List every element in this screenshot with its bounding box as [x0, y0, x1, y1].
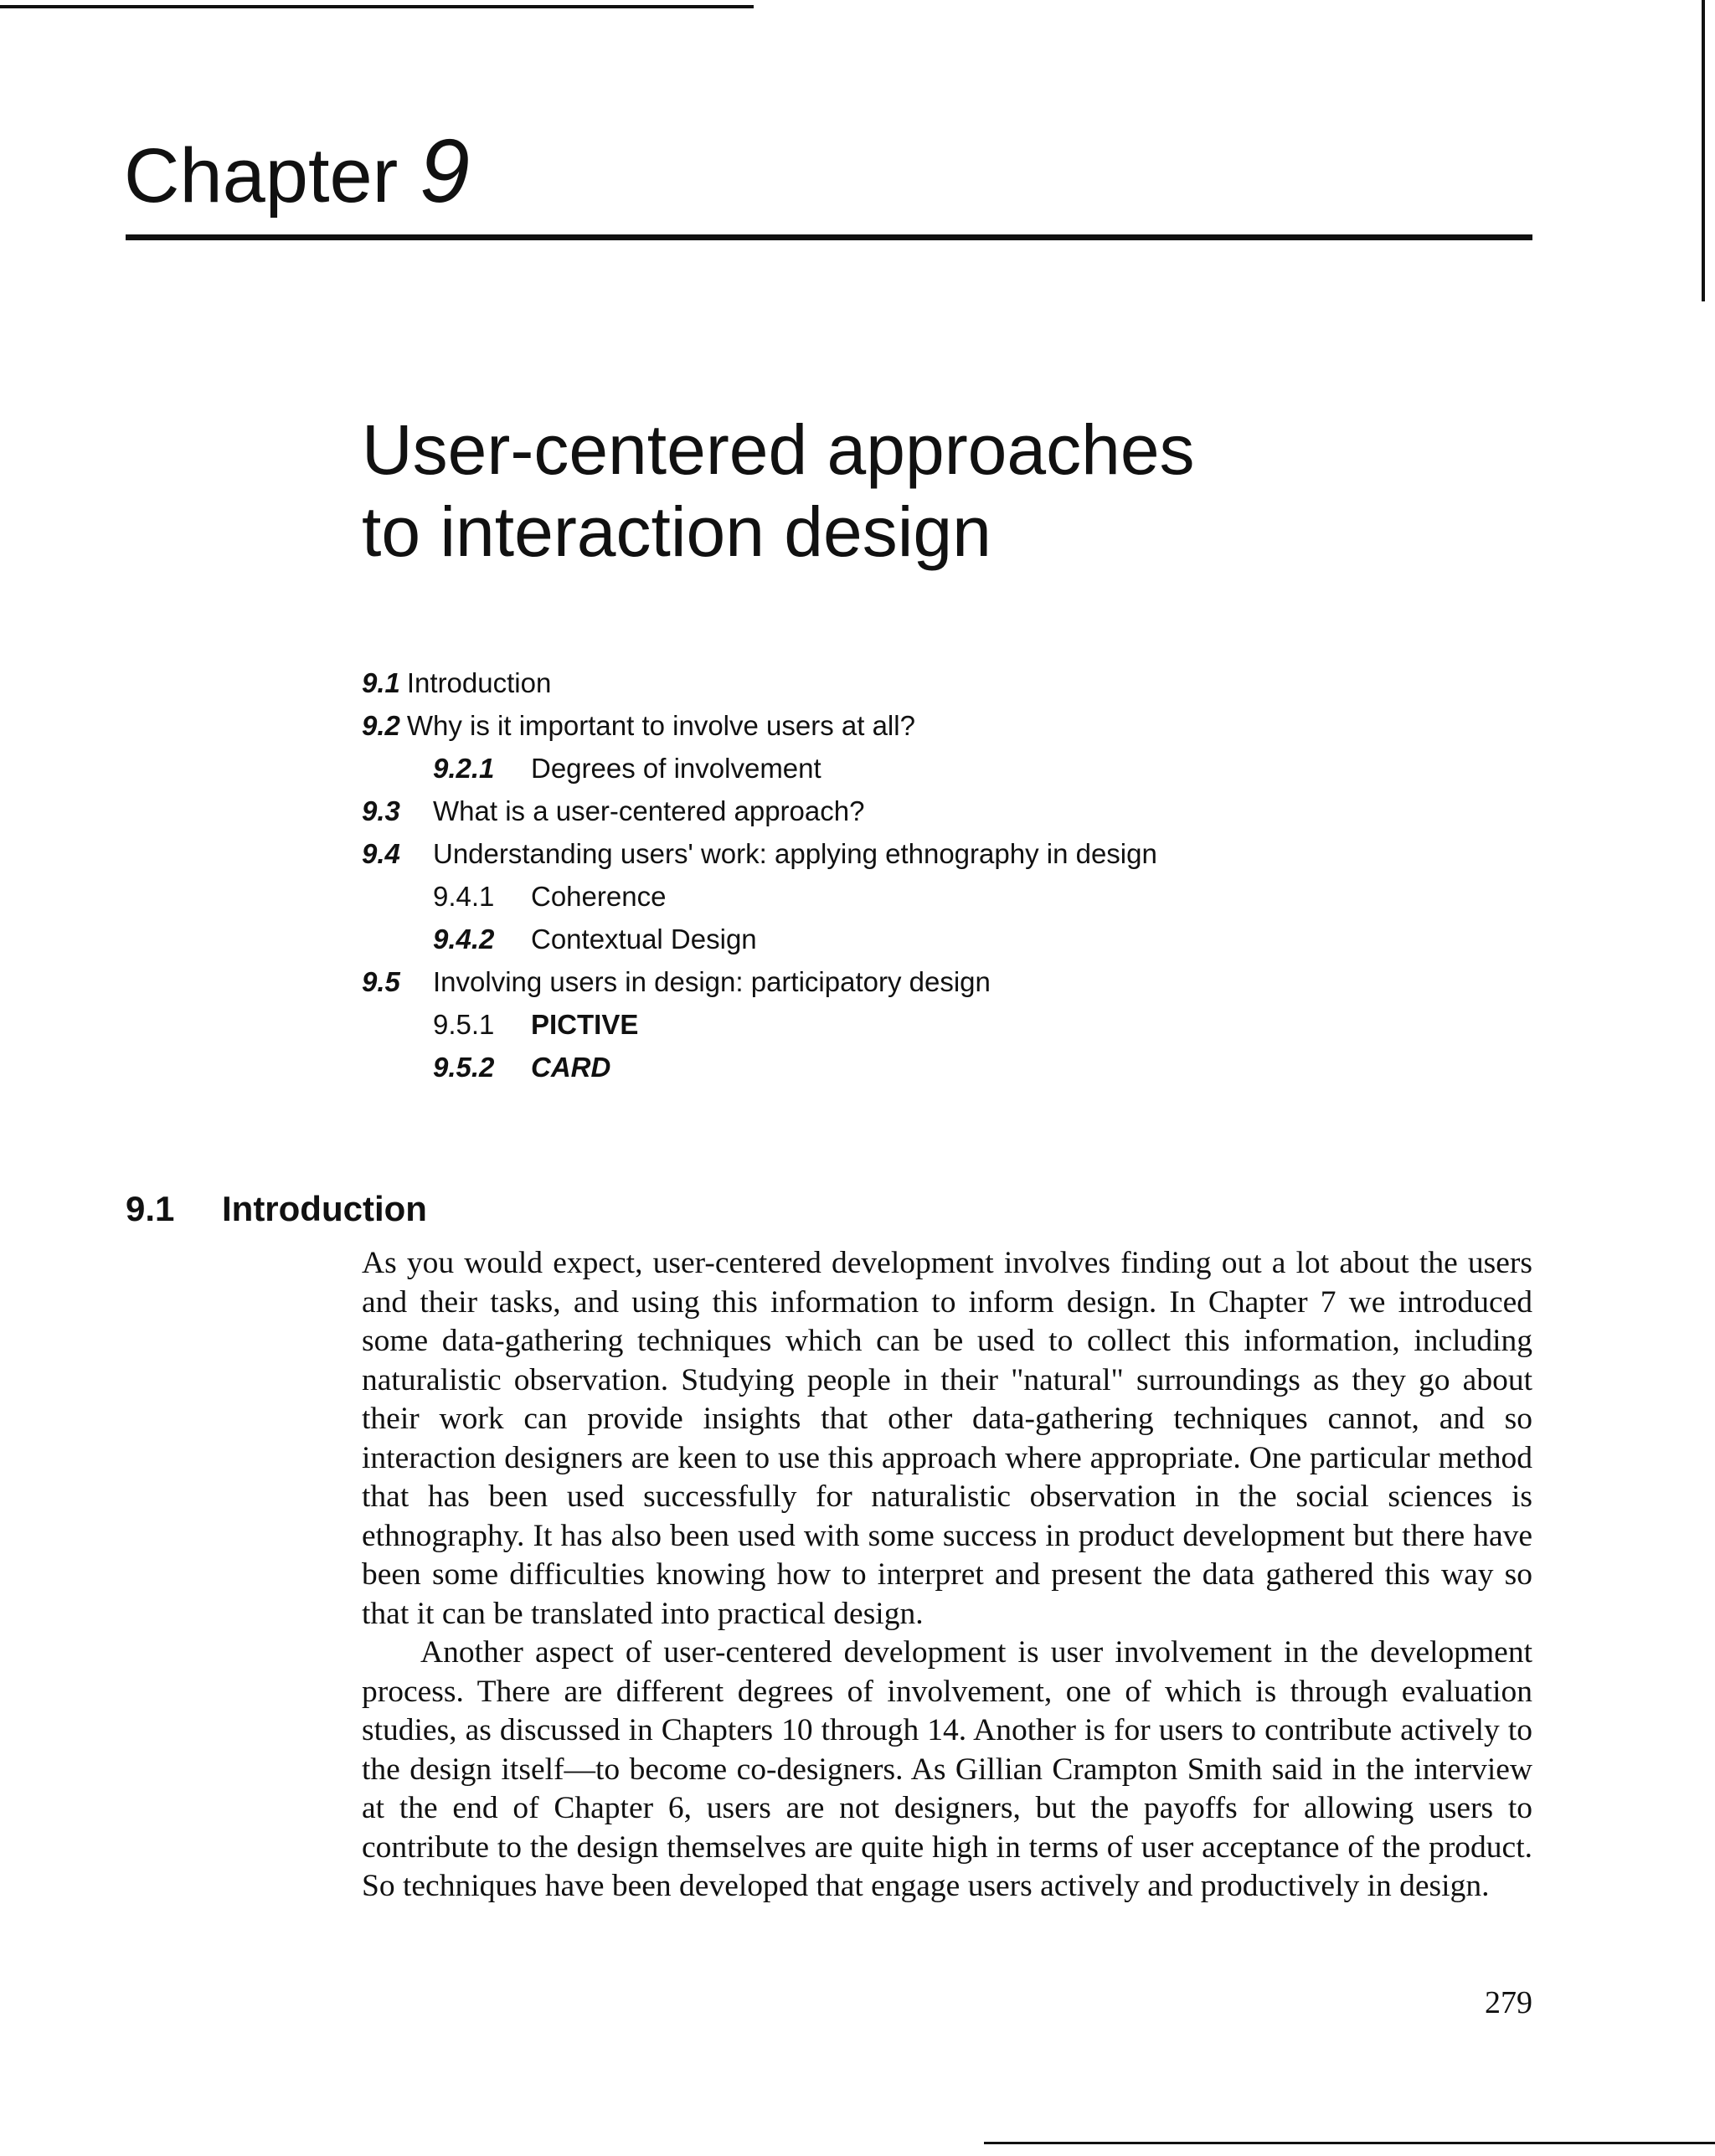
- toc-label: Coherence: [531, 881, 667, 912]
- page-number: 279: [1485, 1985, 1532, 2020]
- toc-label: Degrees of involvement: [531, 753, 821, 784]
- toc-item-9-4-1[interactable]: [362, 875, 1157, 918]
- toc-item-9-2[interactable]: [362, 704, 1157, 747]
- toc-item-9-2-1[interactable]: [362, 747, 1157, 790]
- toc-label: Introduction: [406, 667, 552, 698]
- toc-item-9-4-2[interactable]: [362, 918, 1157, 960]
- paragraph: As you would expect, user-centered development involves finding out a lot about the users and their tasks, and using this information to inform design. In Chapter 7 we introduced some data-gathering techniques which can be used to collect this information, including naturalistic observation. Studying people in their "natural" surroundings as they go about their work can provide insights that other data-gathering techniques cannot, and so interaction designers are keen to use this approach where appropriate. One particular method that has been used successfully for naturalistic observation in the social sciences is ethnography. It has also been used with some success in product development but there have been some difficulties knowing how to interpret and present the data gathered this way so that it can be translated into practical design.: [362, 1246, 1532, 1631]
- toc-item-9-5-2[interactable]: [362, 1046, 1157, 1088]
- table-of-contents: [362, 661, 1157, 1088]
- right-edge-rule: [1702, 0, 1705, 301]
- body-text: [362, 1244, 1532, 1906]
- toc-item-9-4[interactable]: [362, 832, 1157, 875]
- chapter-number: 9: [419, 120, 470, 221]
- toc-label: Why is it important to involve users at all?: [406, 710, 915, 741]
- toc-label: Understanding users' work: applying ethnography in design: [433, 838, 1157, 869]
- toc-number: 9.4: [362, 838, 400, 869]
- toc-number: 9.1: [362, 667, 400, 698]
- toc-number: 9.5: [362, 966, 400, 997]
- toc-number: 9.4.2: [433, 924, 495, 955]
- toc-number: 9.5.2: [433, 1052, 495, 1083]
- toc-item-9-5-1[interactable]: [362, 1003, 1157, 1046]
- top-rule: [0, 5, 754, 8]
- bottom-rule: [984, 2142, 1715, 2144]
- toc-number: 9.2.1: [433, 753, 495, 784]
- toc-number: 9.2: [362, 710, 400, 741]
- toc-item-9-3[interactable]: [362, 790, 1157, 832]
- toc-item-9-1[interactable]: [362, 661, 1157, 704]
- chapter-title-line-2: to interaction design: [362, 492, 991, 571]
- chapter-label: [124, 120, 470, 221]
- chapter-title-line-1: User-centered approaches: [362, 410, 1195, 489]
- paragraph: Another aspect of user-centered development is user involvement in the development process. There are different degrees of involvement, one of which is through evaluation studies, as discussed in Chapters 10 through 14. Another is for users to contribute actively to the design itself—to become co-designers. As Gillian Crampton Smith said in the interview at the end of Chapter 6, users are not designers, but the payoffs for allowing users to contribute to the design themselves are quite high in terms of user acceptance of the product. So techniques have been developed that engage users actively and productively in design.: [362, 1635, 1532, 1903]
- toc-label: Involving users in design: participatory design: [433, 966, 991, 997]
- chapter-title: [362, 409, 1195, 573]
- section-number: 9.1: [126, 1189, 175, 1228]
- section-title: Introduction: [222, 1189, 427, 1228]
- toc-number: 9.3: [362, 795, 400, 826]
- section-heading: [126, 1186, 427, 1232]
- toc-number: 9.4.1: [433, 881, 495, 912]
- chapter-word: Chapter: [124, 133, 399, 219]
- toc-item-9-5[interactable]: [362, 960, 1157, 1003]
- toc-label: PICTIVE: [531, 1009, 639, 1040]
- toc-label: CARD: [531, 1052, 611, 1083]
- chapter-rule: [126, 234, 1532, 240]
- toc-label: What is a user-centered approach?: [433, 795, 865, 826]
- toc-number: 9.5.1: [433, 1009, 495, 1040]
- toc-label: Contextual Design: [531, 924, 757, 955]
